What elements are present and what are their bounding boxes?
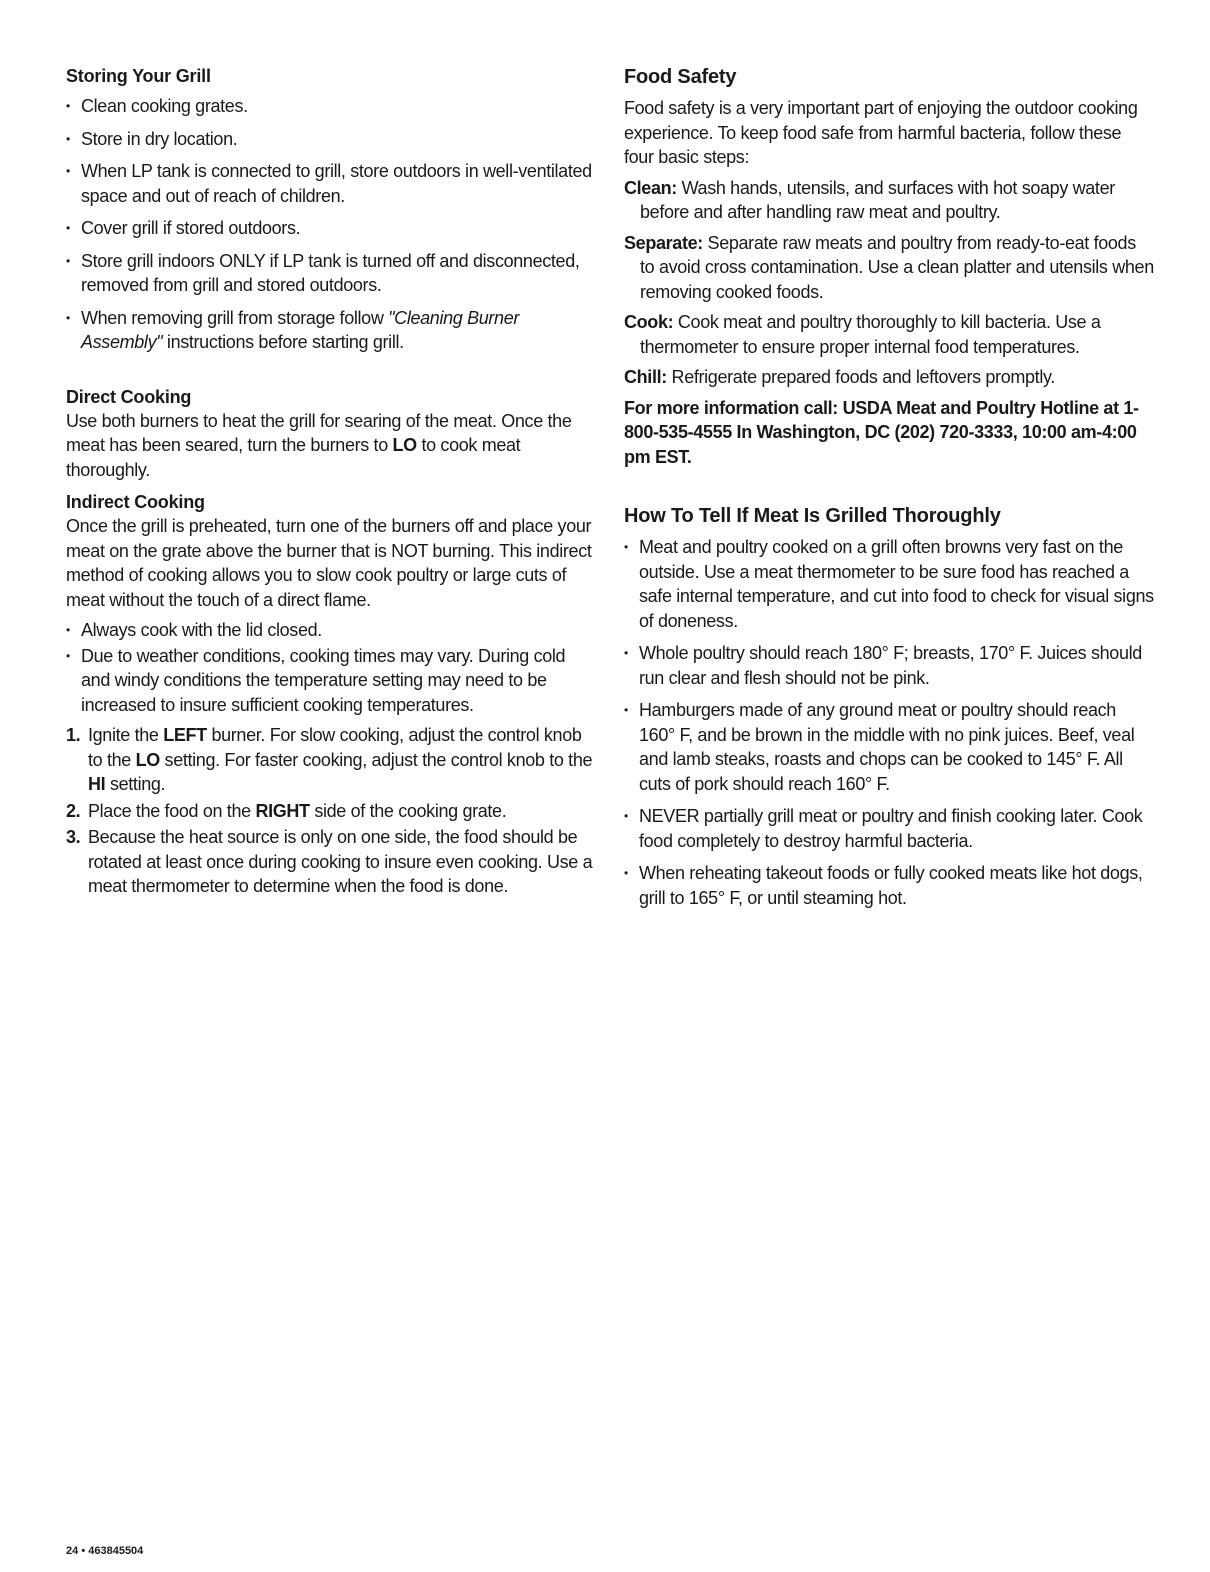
meat-doneness-section	[624, 503, 1154, 910]
bullet-icon: •	[66, 648, 70, 663]
cross-reference: "Cleaning Burner Assembly"	[81, 307, 519, 352]
storing-heading: Storing Your Grill	[66, 66, 211, 86]
list-item: • Clean cooking grates.	[66, 94, 594, 119]
bullet-icon: •	[66, 131, 70, 146]
page-number: 24	[66, 1545, 79, 1557]
safety-step-chill: Chill: Refrigerate prepared foods and leftovers promptly.	[624, 367, 1055, 387]
safety-step-clean: Clean: Wash hands, utensils, and surfaces with hot soapy water before and after handling raw meat and poultry.	[624, 177, 1115, 222]
list-item: • Whole poultry should reach 180° F; breasts, 170° F. Juices should run clear and flesh should not be pink.	[624, 643, 1142, 688]
food-safety-heading: Food Safety	[624, 66, 737, 88]
page-footer	[66, 1545, 143, 1557]
step-number: 3.	[66, 827, 81, 847]
step-number: 1.	[66, 725, 81, 745]
storing-section	[66, 64, 594, 355]
step-item: 1. Ignite the LEFT burner. For slow cooking, adjust the control knob to the LO setting. For faster cooking, adjust the control knob to the HI setting.	[66, 725, 593, 794]
list-item: • Cover grill if stored outdoors.	[66, 216, 594, 241]
bullet-icon: •	[624, 646, 628, 660]
list-item: • Always cook with the lid closed.	[66, 618, 594, 643]
list-item: • Meat and poultry cooked on a grill often browns very fast on the outside. Use a meat thermometer to be sure food has reached a safe internal temperature, and cut into food to check for visual signs of doneness.	[624, 537, 1154, 631]
right-column	[624, 64, 1154, 918]
hotline-callout: For more information call: USDA Meat and Poultry Hotline at 1-800-535-4555 In Washington, DC (202) 720-3333, 10:00 am-4:00 pm EST.	[624, 397, 1139, 467]
bullet-icon: •	[624, 540, 628, 554]
indirect-cooking-tips	[66, 618, 594, 717]
step-number: 2.	[66, 800, 81, 821]
direct-cooking-text: Use both burners to heat the grill for searing of the meat. Once the meat has been seared, turn the burners to LO to cook meat thoroughly.	[66, 410, 572, 480]
list-item: • NEVER partially grill meat or poultry and finish cooking later. Cook food completely to destroy harmful bacteria.	[624, 806, 1143, 851]
left-column	[66, 64, 594, 901]
indirect-cooking-text: Once the grill is preheated, turn one of the burners off and place your meat on the grate above the burner that is NOT burning. This indirect method of cooking allows you to slow cook poultry or large cuts of meat without the touch of a direct flame.	[66, 516, 592, 610]
list-item: • Store grill indoors ONLY if LP tank is turned off and disconnected, removed from grill and stored outdoors.	[66, 250, 580, 295]
direct-cooking-section	[66, 385, 594, 483]
indirect-cooking-section	[66, 490, 594, 899]
bullet-icon: •	[66, 623, 70, 637]
list-item: • Store in dry location.	[66, 127, 594, 152]
meat-doneness-list	[624, 535, 1154, 910]
step-item: 2. Place the food on the RIGHT side of the cooking grate.	[66, 799, 594, 824]
bullet-icon: •	[66, 164, 70, 178]
bullet-icon: •	[66, 253, 70, 268]
step-item: 3. Because the heat source is only on one side, the food should be rotated at least once during cooking to insure even cooking. Use a meat thermometer to determine when the food is done.	[66, 827, 593, 896]
food-safety-intro: Food safety is a very important part of enjoying the outdoor cooking experience. To keep food safe from harmful bacteria, follow these four basic steps:	[624, 98, 1138, 167]
direct-cooking-heading: Direct Cooking	[66, 386, 192, 407]
list-item: • When removing grill from storage follow "Cleaning Burner Assembly" instructions before starting grill.	[66, 307, 519, 352]
meat-doneness-heading: How To Tell If Meat Is Grilled Thoroughly	[624, 505, 1001, 527]
safety-step-cook: Cook: Cook meat and poultry thoroughly to kill bacteria. Use a thermometer to ensure proper internal food temperatures.	[624, 312, 1101, 357]
list-item: • When reheating takeout foods or fully cooked meats like hot dogs, grill to 165° F, or until steaming hot.	[624, 863, 1143, 908]
indirect-cooking-steps	[66, 723, 594, 899]
bullet-icon: •	[624, 866, 628, 880]
footer-separator: •	[81, 1545, 86, 1557]
bullet-icon: •	[66, 221, 70, 235]
bullet-icon: •	[624, 809, 628, 823]
model-number: 463845504	[88, 1545, 144, 1557]
bullet-icon: •	[66, 99, 70, 113]
list-item: • Due to weather conditions, cooking times may vary. During cold and windy conditions the temperature setting may need to be increased to insure sufficient cooking temperatures.	[66, 645, 566, 715]
list-item: • When LP tank is connected to grill, store outdoors in well-ventilated space and out of reach of children.	[66, 161, 592, 206]
bullet-icon: •	[624, 703, 628, 717]
list-item: • Hamburgers made of any ground meat or poultry should reach 160° F, and be brown in the middle with no pink juices. Beef, veal and lamb steaks, roasts and chops can be cooked to 145° F. All cuts of pork should reach 160° F.	[624, 700, 1135, 794]
food-safety-section	[624, 64, 1154, 469]
storing-list	[66, 94, 594, 355]
bullet-icon: •	[66, 310, 70, 325]
indirect-cooking-heading: Indirect Cooking	[66, 492, 205, 512]
safety-step-separate: Separate: Separate raw meats and poultry from ready-to-eat foods to avoid cross contamination. Use a clean platter and utensils when removing cooked foods.	[624, 232, 1154, 302]
